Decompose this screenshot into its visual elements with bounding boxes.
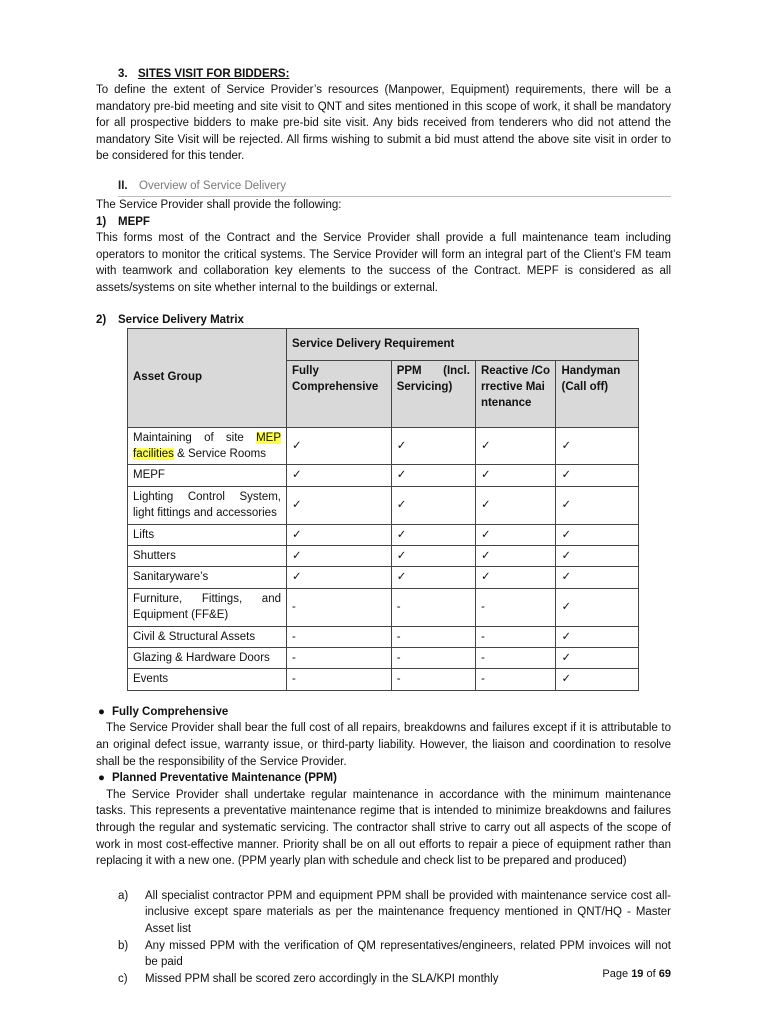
footer-current-page: 19 bbox=[631, 968, 644, 980]
value-cell: - bbox=[475, 626, 556, 647]
mepf-heading bbox=[96, 214, 671, 231]
value-cell: ✓ bbox=[475, 486, 556, 524]
value-cell: - bbox=[475, 588, 556, 626]
section2-intro: The Service Provider shall provide the following: bbox=[96, 198, 342, 211]
header-col-handyman: Handyman (Call off) bbox=[556, 360, 639, 427]
value-cell: ✓ bbox=[556, 669, 639, 690]
table-row bbox=[128, 465, 639, 486]
matrix-title: Service Delivery Matrix bbox=[118, 313, 244, 326]
list-text: Missed PPM shall be scored zero accordingly in the SLA/KPI monthly bbox=[145, 972, 499, 985]
list-marker: a) bbox=[118, 889, 129, 902]
value-cell: ✓ bbox=[556, 465, 639, 486]
list-marker: c) bbox=[118, 972, 128, 985]
value-cell: ✓ bbox=[391, 545, 475, 566]
value-cell: ✓ bbox=[475, 465, 556, 486]
value-cell: ✓ bbox=[475, 567, 556, 588]
value-cell: ✓ bbox=[287, 567, 392, 588]
page-footer bbox=[602, 968, 671, 980]
value-cell: - bbox=[287, 588, 392, 626]
table-row bbox=[128, 567, 639, 588]
asset-cell-highlight: MEP facilities bbox=[133, 431, 281, 460]
table-row bbox=[128, 486, 639, 524]
value-cell: - bbox=[391, 626, 475, 647]
value-cell: - bbox=[287, 648, 392, 669]
value-cell: ✓ bbox=[391, 465, 475, 486]
section2-heading bbox=[118, 177, 671, 197]
table-row bbox=[128, 427, 639, 465]
value-cell: - bbox=[391, 648, 475, 669]
ppm-body: The Service Provider shall undertake regular maintenance in accordance with the minimum maintenance tasks. This represents a preventative maintenance regime that is intended to minimize breakdowns and failures through the regular and systematic servicing. The contractor shall strive to carry out all aspects of the scope of work in most cost-effective manner. Priority shall be on all out efforts to repair a piece of equipment rather than replacing it with a new one. (PPM yearly plan with schedule and check list to be prepared and produced) bbox=[96, 788, 671, 868]
service-delivery-matrix bbox=[127, 328, 639, 691]
value-cell: ✓ bbox=[287, 465, 392, 486]
section3-body: To define the extent of Service Provider’s resources (Manpower, Equipment) requirements, there will be a mandatory pre-bid meeting and site visit to QNT and sites mentioned in this scope of work, it shall be mandatory for all prospective bidders to make pre-bid site visit. Any bids received from tenderers who did not attend the mandatory Site Visit will be rejected. All firms wishing to submit a bid must attend the above site visit in order to be considered for this tender. bbox=[96, 84, 671, 163]
asset-cell bbox=[128, 427, 287, 465]
asset-cell: Civil & Structural Assets bbox=[128, 626, 287, 647]
value-cell: - bbox=[475, 648, 556, 669]
list-item bbox=[118, 938, 671, 971]
header-asset-group: Asset Group bbox=[128, 329, 287, 427]
value-cell: ✓ bbox=[287, 486, 392, 524]
value-cell: - bbox=[391, 669, 475, 690]
value-cell: - bbox=[287, 669, 392, 690]
ppm-heading bbox=[96, 770, 671, 787]
value-cell: ✓ bbox=[556, 524, 639, 545]
value-cell: ✓ bbox=[556, 486, 639, 524]
section2-number: II. bbox=[118, 179, 128, 192]
asset-cell: Glazing & Hardware Doors bbox=[128, 648, 287, 669]
mepf-number: 1) bbox=[96, 215, 107, 228]
bullet-icon: ● bbox=[98, 772, 105, 785]
header-service-delivery: Service Delivery Requirement bbox=[287, 329, 639, 360]
fully-heading bbox=[96, 704, 671, 721]
list-marker: b) bbox=[118, 939, 129, 952]
value-cell: ✓ bbox=[556, 626, 639, 647]
footer-of: of bbox=[646, 968, 656, 980]
value-cell: ✓ bbox=[391, 524, 475, 545]
value-cell: ✓ bbox=[475, 524, 556, 545]
asset-cell: Lighting Control System, light fittings and accessories bbox=[128, 486, 287, 524]
value-cell: ✓ bbox=[556, 648, 639, 669]
value-cell: ✓ bbox=[556, 588, 639, 626]
value-cell: - bbox=[475, 669, 556, 690]
value-cell: ✓ bbox=[391, 486, 475, 524]
value-cell: ✓ bbox=[391, 427, 475, 465]
list-item bbox=[118, 888, 671, 938]
value-cell: ✓ bbox=[556, 567, 639, 588]
footer-total-pages: 69 bbox=[658, 968, 671, 980]
list-text: Any missed PPM with the verification of QM representatives/engineers, related PPM invoices will not be paid bbox=[145, 939, 671, 969]
table-row bbox=[128, 545, 639, 566]
table-row bbox=[128, 648, 639, 669]
fully-title: Fully Comprehensive bbox=[112, 705, 229, 718]
header-col-reactive: Reactive /Corrective Maintenance bbox=[475, 360, 556, 427]
list-text: All specialist contractor PPM and equipment PPM shall be provided with maintenance service cost all-inclusive except spare materials as per the maintenance frequency mentioned in QNT/HQ - Master Asset list bbox=[145, 889, 671, 935]
section3-heading bbox=[118, 66, 671, 82]
value-cell: ✓ bbox=[287, 545, 392, 566]
asset-cell-post: & Service Rooms bbox=[177, 447, 266, 460]
value-cell: ✓ bbox=[556, 545, 639, 566]
footer-prefix: Page bbox=[602, 968, 629, 980]
section3-number: 3. bbox=[118, 68, 128, 80]
ppm-title: Planned Preventative Maintenance (PPM) bbox=[112, 772, 337, 785]
asset-cell: Events bbox=[128, 669, 287, 690]
header-col-ppm: PPM (Incl. Servicing) bbox=[391, 360, 475, 427]
value-cell: ✓ bbox=[475, 545, 556, 566]
section2-title: Overview of Service Delivery bbox=[139, 179, 286, 192]
list-item bbox=[118, 971, 671, 988]
section3-title: SITES VISIT FOR BIDDERS: bbox=[138, 68, 290, 80]
table-row bbox=[128, 669, 639, 690]
matrix-heading bbox=[96, 312, 671, 329]
value-cell: ✓ bbox=[556, 427, 639, 465]
asset-cell: Furniture, Fittings, and Equipment (FF&E) bbox=[128, 588, 287, 626]
mepf-body: This forms most of the Contract and the Service Provider shall provide a full maintenance team including operators to monitor the critical systems. The Service Provider will form an integral part of the Client’s FM team with teamwork and collaboration key elements to the success of the Contract. MEPF is considered as all assets/systems on site whether internal to the buildings or external. bbox=[96, 232, 671, 294]
asset-cell-pre: Maintaining of site bbox=[133, 431, 244, 444]
header-col-fully: Fully Comprehensive bbox=[287, 360, 392, 427]
value-cell: ✓ bbox=[475, 427, 556, 465]
table-row bbox=[128, 588, 639, 626]
value-cell: - bbox=[391, 588, 475, 626]
value-cell: ✓ bbox=[391, 567, 475, 588]
asset-cell: MEPF bbox=[128, 465, 287, 486]
matrix-number: 2) bbox=[96, 313, 107, 326]
asset-cell: Shutters bbox=[128, 545, 287, 566]
fully-body: The Service Provider shall bear the full cost of all repairs, breakdowns and failures except if it is attributable to an original defect issue, warranty issue, or third-party liability. However, the liaison and coordination to resolve shall be the responsibility of the Service Provider. bbox=[96, 722, 671, 768]
value-cell: - bbox=[287, 626, 392, 647]
value-cell: ✓ bbox=[287, 427, 392, 465]
asset-cell: Sanitaryware’s bbox=[128, 567, 287, 588]
mepf-title: MEPF bbox=[118, 215, 150, 228]
asset-cell: Lifts bbox=[128, 524, 287, 545]
bullet-icon: ● bbox=[98, 705, 105, 718]
document-page bbox=[96, 66, 671, 987]
table-row bbox=[128, 524, 639, 545]
table-row bbox=[128, 626, 639, 647]
value-cell: ✓ bbox=[287, 524, 392, 545]
ppm-list bbox=[96, 888, 671, 988]
